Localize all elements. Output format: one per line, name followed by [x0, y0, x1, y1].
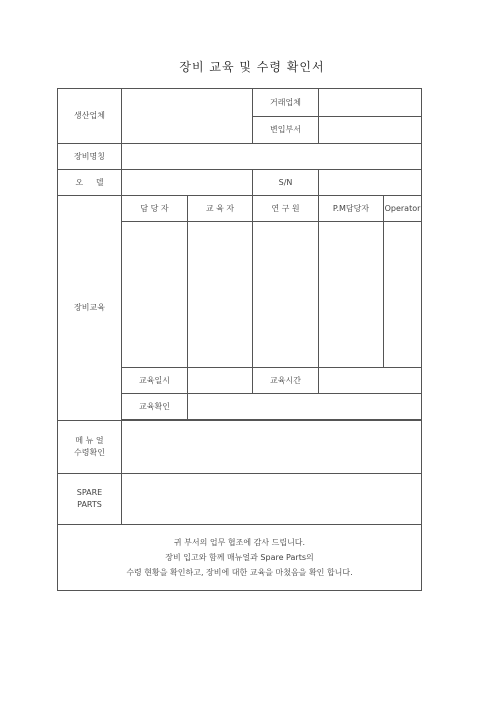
confirmation-form-table — [57, 88, 422, 591]
manual-label-line1: 메 뉴 얼 — [75, 436, 104, 445]
closing-line-2: 장비 입고와 함께 매뉴얼과 Spare Parts의 — [165, 553, 314, 562]
training-confirm-value[interactable] — [188, 394, 422, 420]
spare-parts-value[interactable] — [122, 474, 422, 525]
training-confirm-label: 교육확인 — [122, 394, 188, 420]
training-col-pm-manager: P.M담당자 — [319, 196, 384, 222]
training-col-operator: Operator — [384, 196, 422, 222]
closing-statement — [58, 525, 422, 591]
model-label: 오 델 — [58, 170, 122, 196]
training-signature-researcher[interactable] — [253, 222, 319, 368]
training-signature-operator[interactable] — [384, 222, 422, 368]
manual-receipt-value[interactable] — [122, 421, 422, 474]
using-dept-label: 변입부서 — [253, 117, 319, 144]
training-signature-manager[interactable] — [122, 222, 188, 368]
producer-value[interactable] — [122, 89, 253, 144]
spare-label-line2: PARTS — [77, 500, 102, 509]
training-signature-pm-manager[interactable] — [319, 222, 384, 368]
manual-receipt-label — [58, 421, 122, 474]
using-dept-value[interactable] — [319, 117, 422, 144]
document-title: 장비 교육 및 수령 확인서 — [179, 60, 325, 74]
training-label: 장비교육 — [58, 196, 122, 421]
training-date-label: 교육일시 — [122, 368, 188, 394]
trader-value[interactable] — [319, 89, 422, 117]
training-col-researcher: 연 구 원 — [253, 196, 319, 222]
trader-label: 거래업체 — [253, 89, 319, 117]
training-date-value[interactable] — [188, 368, 253, 394]
training-signature-trainer[interactable] — [188, 222, 253, 368]
spare-parts-label — [58, 474, 122, 525]
training-time-value[interactable] — [319, 368, 422, 394]
closing-line-3: 수령 현황을 확인하고, 장비에 대한 교육을 마쳤음을 확인 합니다. — [126, 568, 353, 577]
producer-label: 생산업체 — [58, 89, 122, 144]
sn-value[interactable] — [319, 170, 422, 196]
equipment-name-label: 장비명칭 — [58, 144, 122, 170]
spare-label-line1: SPARE — [76, 488, 103, 497]
sn-label: S/N — [253, 170, 319, 196]
training-time-label: 교육시간 — [253, 368, 319, 394]
model-value[interactable] — [122, 170, 253, 196]
manual-label-line2: 수령확인 — [74, 448, 105, 457]
closing-line-1: 귀 부서의 업무 협조에 감사 드립니다. — [173, 538, 306, 547]
training-col-trainer: 교 육 자 — [188, 196, 253, 222]
training-col-manager: 담 당 자 — [122, 196, 188, 222]
equipment-name-value[interactable] — [122, 144, 422, 170]
